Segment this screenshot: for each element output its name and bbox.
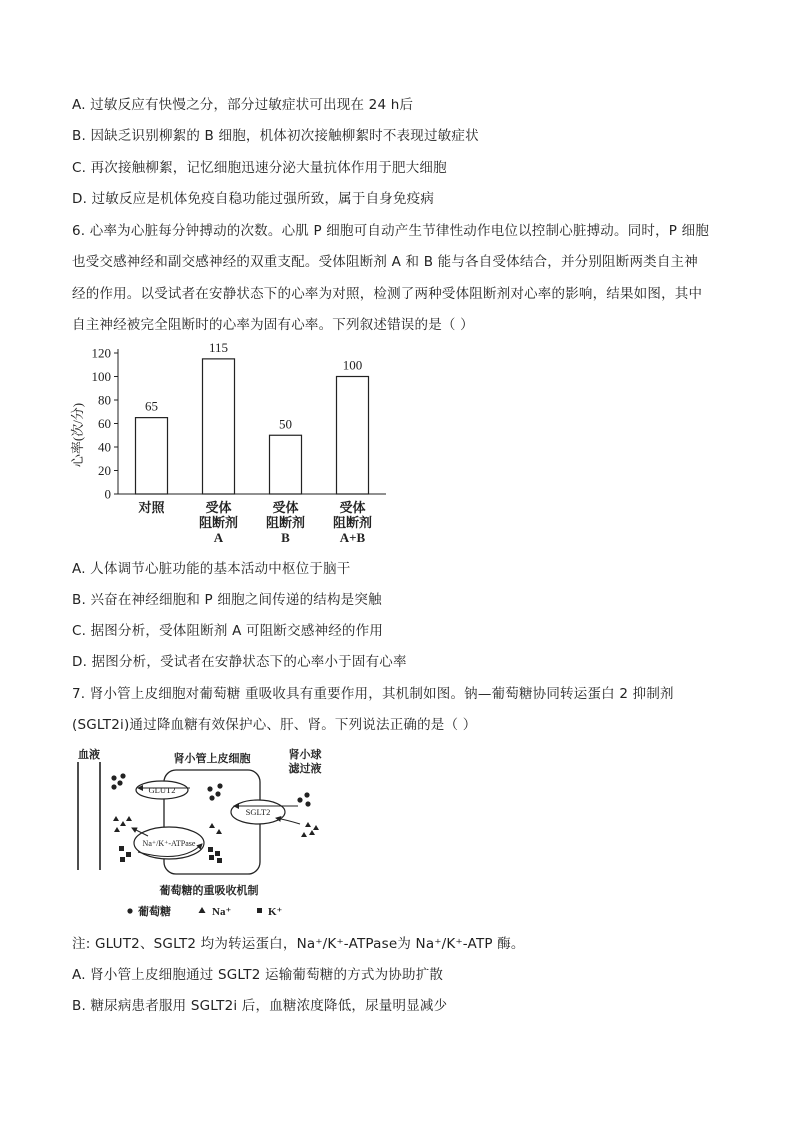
q5-option-c: C. 再次接触柳絮，记忆细胞迅速分泌大量抗体作用于肥大细胞 <box>72 160 447 176</box>
k-square <box>208 847 213 852</box>
chart-data-label: 115 <box>208 339 229 355</box>
filtrate-label-2: 滤过液 <box>288 763 322 775</box>
q7-stem-line-2: (SGLT2i)通过降血糖有效保护心、肝、肾。下列说法正确的是（ ） <box>72 717 477 733</box>
glut2-label: GLUT2 <box>148 785 176 795</box>
chart-x-tick-label: A <box>213 530 224 545</box>
legend-na-label: Na⁺ <box>212 906 232 918</box>
glucose-dot <box>297 797 302 802</box>
na-triangle <box>301 832 307 837</box>
chart-y-tick-label: 40 <box>98 439 111 455</box>
heart-rate-bar-chart <box>70 335 400 550</box>
chart-x-tick-label: B <box>281 530 290 545</box>
q6-option-d: D. 据图分析，受试者在安静状态下的心率小于固有心率 <box>72 654 407 670</box>
q7-note: 注: GLUT2、SGLT2 均为转运蛋白，Na⁺/K⁺-ATPase为 Na⁺/K⁺-ATP 酶。 <box>72 936 525 952</box>
glucose-dot <box>215 791 220 796</box>
q5-option-d: D. 过敏反应是机体免疫自稳功能过强所致，属于自身免疫病 <box>72 191 435 207</box>
k-square <box>120 857 125 862</box>
diagram-caption: 葡萄糖的重吸收机制 <box>159 885 259 897</box>
na-triangle <box>216 829 222 834</box>
blood-label: 血液 <box>78 749 100 761</box>
q6-stem-line-3: 经的作用。以受试者在安静状态下的心率为对照，检测了两种受体阻断剂对心率的影响，结果如图，其中 <box>72 286 703 302</box>
glucose-dot <box>111 775 116 780</box>
chart-bar <box>203 359 235 494</box>
legend-glucose-icon <box>127 908 132 913</box>
q7-stem-line-1: 7. 肾小管上皮细胞对葡萄糖 重吸收具有重要作用，其机制如图。钠—葡萄糖协同转运蛋白 2 抑制剂 <box>72 686 674 702</box>
chart-x-tick-label: 阻断剂 <box>332 515 373 530</box>
chart-bar <box>337 377 369 495</box>
chart-y-tick-label: 80 <box>98 392 111 408</box>
chart-x-tick-label: 受体 <box>339 500 366 515</box>
na-triangle <box>114 827 120 832</box>
na-triangle <box>209 823 215 828</box>
na-triangle <box>126 816 132 821</box>
q6-stem-line-1: 6. 心率为心脏每分钟搏动的次数。心肌 P 细胞可自动产生节律性动作电位以控制心脏搏动。同时，P 细胞 <box>72 223 710 239</box>
na-k-atpase-label: Na⁺/K⁺-ATPase <box>142 839 196 848</box>
glucose-dot <box>207 786 212 791</box>
q5-option-a: A. 过敏反应有快慢之分，部分过敏症状可出现在 24 h后 <box>72 97 414 113</box>
glucose-dot <box>120 773 125 778</box>
glucose-dot <box>217 783 222 788</box>
chart-y-tick-label: 60 <box>98 416 111 431</box>
k-square <box>119 846 124 851</box>
glucose-dot <box>305 801 310 806</box>
k-square <box>215 851 220 856</box>
chart-x-tick-label: 受体 <box>205 500 232 515</box>
sglt2-label: SGLT2 <box>245 807 271 817</box>
chart-data-label: 65 <box>145 398 158 414</box>
chart-x-tick-label: 对照 <box>138 500 165 515</box>
chart-y-tick-label: 100 <box>91 369 111 384</box>
arrow-sglt2-na-in <box>276 818 300 824</box>
legend-k-label: K⁺ <box>268 906 283 918</box>
chart-x-tick-label: A+B <box>339 530 366 545</box>
chart-y-tick-label: 120 <box>91 345 111 361</box>
chart-x-tick-label: 受体 <box>272 500 299 515</box>
k-square <box>209 855 214 860</box>
chart-y-tick-label: 20 <box>98 463 111 478</box>
legend-glucose-label: 葡萄糖 <box>138 906 171 918</box>
legend-k-icon <box>257 908 262 913</box>
chart-y-axis-label: 心率(次/分) <box>70 402 85 468</box>
chart-bar <box>136 418 168 494</box>
q6-option-c: C. 据图分析，受体阻断剂 A 可阻断交感神经的作用 <box>72 623 384 639</box>
glucose-dot <box>209 795 214 800</box>
chart-bar <box>270 435 302 494</box>
na-triangle <box>305 822 311 827</box>
chart-x-tick-label: 阻断剂 <box>265 515 306 530</box>
legend-na-icon <box>199 907 206 913</box>
q6-option-a: A. 人体调节心脏功能的基本活动中枢位于脑干 <box>72 561 351 577</box>
chart-y-tick-label: 0 <box>104 486 111 502</box>
na-triangle <box>113 816 119 821</box>
chart-x-tick-label: 阻断剂 <box>198 515 239 530</box>
q7-option-b: B. 糖尿病患者服用 SGLT2i 后，血糖浓度降低，尿量明显减少 <box>72 998 448 1014</box>
q5-option-b: B. 因缺乏识别柳絮的 B 细胞，机体初次接触柳絮时不表现过敏症状 <box>72 128 479 144</box>
q6-stem-line-4: 自主神经被完全阻断时的心率为固有心率。下列叙述错误的是（ ） <box>72 317 474 333</box>
na-triangle <box>313 825 319 830</box>
chart-data-label: 100 <box>342 357 363 373</box>
k-square <box>217 858 222 863</box>
q6-stem-line-2: 也受交感神经和副交感神经的双重支配。受体阻断剂 A 和 B 能与各自受体结合，并分别阻断两类自主神 <box>72 254 698 270</box>
cell-label: 肾小管上皮细胞 <box>173 753 251 765</box>
filtrate-label-1: 肾小球 <box>288 749 322 761</box>
glucose-dot <box>117 780 122 785</box>
q7-option-a: A. 肾小管上皮细胞通过 SGLT2 运输葡萄糖的方式为协助扩散 <box>72 967 444 983</box>
q6-option-b: B. 兴奋在神经细胞和 P 细胞之间传递的结构是突触 <box>72 592 382 608</box>
glucose-reabsorption-diagram <box>72 742 347 924</box>
k-square <box>126 852 131 857</box>
glucose-dot <box>111 784 116 789</box>
na-triangle <box>120 821 126 826</box>
chart-data-label: 50 <box>279 416 292 432</box>
glucose-dot <box>304 792 309 797</box>
na-triangle <box>309 830 315 835</box>
